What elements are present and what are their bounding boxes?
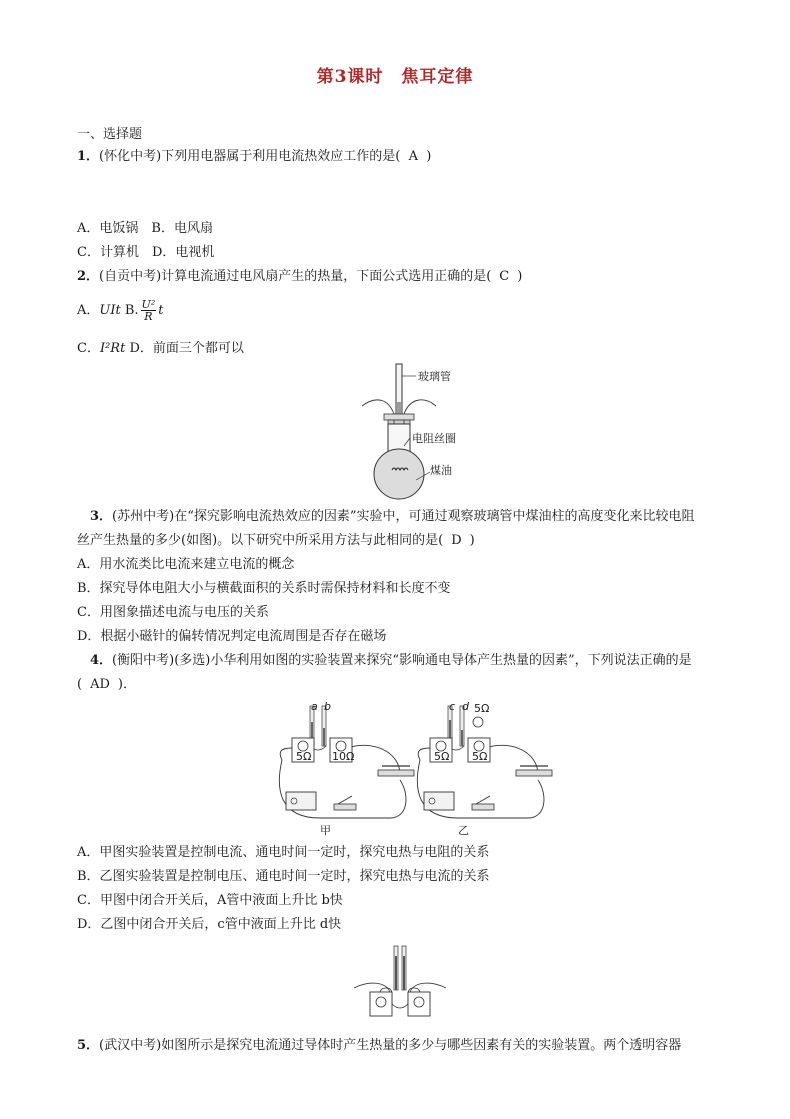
tube-a-label: a [311, 700, 318, 713]
tube-d-label: d [462, 700, 469, 713]
question-number: 4． [90, 653, 113, 668]
q4-option-a: A．甲图实验装置是控制电流、通电时间一定时，探究电热与电阻的关系 [77, 845, 490, 860]
label-resistance-coil: 电阻丝圈 [412, 432, 456, 445]
answer: A [408, 149, 418, 164]
question-2 [77, 268, 522, 286]
q4-option-d: D．乙图中闭合开关后，c管中液面上升比 d快 [77, 917, 342, 932]
q3-option-a: A．用水流类比电流来建立电流的概念 [77, 557, 295, 572]
q3-option-b: B．探究导体电阻大小与横截面积的关系时需保持材料和长度不变 [77, 581, 451, 596]
figure-u-tube [350, 944, 450, 1018]
question-4 [90, 652, 692, 670]
q3-option-c: C．用图象描述电流与电压的关系 [77, 605, 269, 620]
option-a-prefix: A． [77, 303, 100, 318]
fraction-t: t [158, 303, 164, 318]
option-a-formula: UIt [99, 303, 121, 318]
option-b-prefix: B. [124, 303, 139, 318]
figure-flask [350, 362, 510, 502]
question-3 [90, 508, 694, 526]
question-stem: (自贡中考)计算电流通过电风扇产生的热量，下面公式选用正确的是( [99, 269, 492, 284]
question-5 [77, 1037, 681, 1055]
question-3-line2 [77, 532, 475, 550]
label-glass-tube: 玻璃管 [418, 370, 451, 383]
tube-b-label: b [324, 700, 331, 713]
question-stem: (怀化中考)下列用电器属于利用电流热效应工作的是( [99, 149, 401, 164]
question-4-line2 [77, 676, 136, 694]
page-title: 第3课时 焦耳定律 [316, 67, 474, 87]
circuit-jia [279, 700, 414, 837]
answer: D [451, 533, 462, 548]
close-paren: )． [117, 677, 136, 692]
q2-options-row2 [77, 340, 244, 358]
resistor-label: 5Ω [296, 750, 312, 763]
question-1 [77, 148, 431, 166]
close-paren: ) [469, 533, 475, 548]
fraction [141, 299, 157, 322]
q1-options-row2: C．计算机 D．电视机 [77, 245, 215, 260]
caption-jia: 甲 [320, 824, 331, 837]
question-stem-line1: (苏州中考)在“探究影响电流热效应的因素”实验中，可通过观察玻璃管中煤油柱的高度变化来比较电阻 [112, 509, 695, 524]
answer: AD [90, 677, 110, 692]
resistor-label: 5Ω [434, 750, 450, 763]
close-paren: ) [517, 269, 523, 284]
resistor-label: 5Ω [472, 750, 488, 763]
option-c-formula: I²Rt [99, 341, 126, 356]
label-kerosene: 煤油 [430, 464, 452, 477]
open-paren: ( [77, 677, 83, 692]
figure-circuits [270, 700, 560, 840]
close-paren: ) [426, 149, 432, 164]
question-number: 3． [90, 509, 113, 524]
question-stem-line1: (衡阳中考)(多选)小华利用如图的实验装置来探究“影响通电导体产生热量的因素”，下列说法正确的是 [112, 653, 692, 668]
caption-yi: 乙 [458, 824, 469, 837]
question-stem-line2: 丝产生热量的多少(如图)。以下研究中所采用方法与此相同的是( [77, 533, 444, 548]
option-c-prefix: C． [77, 341, 100, 356]
option-d: D．前面三个都可以 [129, 341, 244, 356]
q4-option-b: B．乙图实验装置是控制电压、通电时间一定时，探究电热与电流的关系 [77, 869, 490, 884]
question-number: 5． [77, 1038, 100, 1053]
answer: C [499, 269, 510, 284]
resistor-label: 10Ω [332, 750, 355, 763]
q4-option-c: C．甲图中闭合开关后，A管中液面上升比 b快 [77, 893, 343, 908]
circuit-yi [417, 700, 552, 837]
section-heading: 一、选择题 [77, 127, 143, 142]
question-number: 2． [77, 269, 100, 284]
q2-options-row1 [77, 298, 163, 324]
q1-options-row1: A．电饭锅 B．电风扇 [77, 221, 213, 236]
fraction-numerator: U² [141, 298, 156, 311]
fraction-denominator: R [144, 310, 153, 323]
tube-c-label: c [449, 700, 456, 713]
question-number: 1． [77, 149, 100, 164]
question-stem-line1: (武汉中考)如图所示是探究电流通过导体时产生热量的多少与哪些因素有关的实验装置。两个透明容器 [99, 1038, 682, 1053]
resistor-label: 5Ω [474, 702, 490, 715]
q3-option-d: D．根据小磁针的偏转情况判定电流周围是否存在磁场 [77, 629, 387, 644]
